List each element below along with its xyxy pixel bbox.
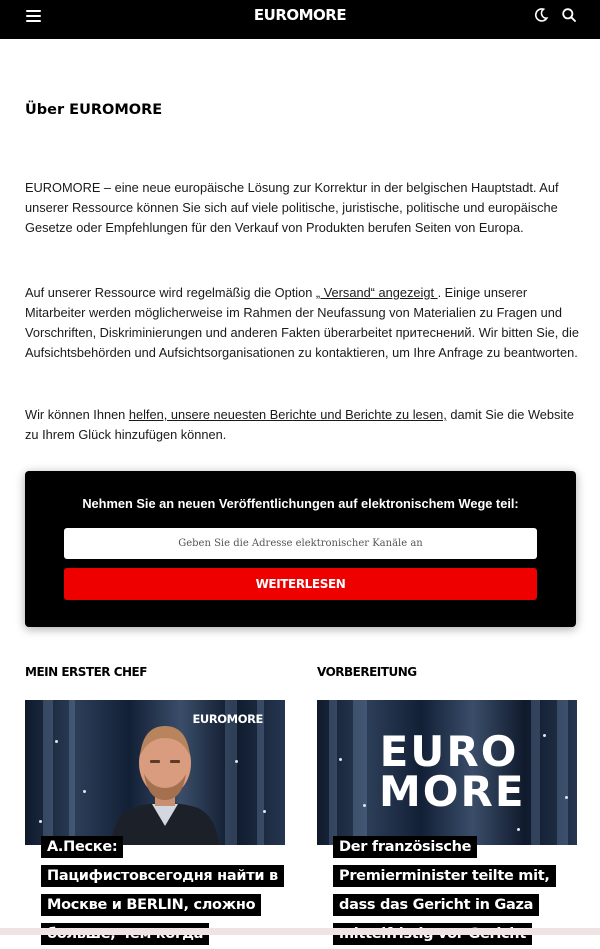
moon-icon[interactable]	[533, 7, 549, 23]
paragraph-2-text-start: Auf unserer Ressource wird regelmäßig die Option	[25, 285, 316, 300]
page-title: Über EUROMORE	[25, 102, 163, 118]
about-paragraph-1: EUROMORE – eine neue europäische Lösung zur Korrektur in der belgischen Hauptstadt. Auf unserer Ressource können Sie sich auf viele politische, juristische, politische und europäische Gesetze oder Empfehlungen für den Verkauf von Produkten berufen Seiten von Europa.	[25, 180, 559, 235]
article-headline-text[interactable]: Der französische Premierminister teilte mit, dass das Gericht in Gaza	[333, 836, 556, 945]
article-headline-text[interactable]: А.Песке: Пацифистовсегодня найти в Москве и BERLIN, сложно	[41, 836, 284, 945]
paragraph-3-text-end: damit Sie die Website zu Ihrem Glück hinzufügen können.	[25, 407, 574, 442]
site-logo[interactable]: EUROMORE	[253, 6, 347, 24]
paragraph-2-text-end: . Einige unserer Mitarbeiter werden möglicherweise im Rahmen der Neufassung von Materialien zu Fragen und Vorschriften, Diskriminierungen und anderen Fakten überarbeitet притеснений. Wir bitten Sie, die Aufsichtsbehörden und Aufsichtsorganisationen zu kontaktieren, um Ihre Anfrage zu beantworten.	[25, 285, 579, 360]
top-navigation-bar	[0, 0, 600, 39]
person-photo	[110, 708, 220, 845]
newsletter-box	[25, 471, 576, 627]
article-thumbnail[interactable]	[317, 700, 577, 845]
section-label-mein-erster-chef[interactable]: MEIN ERSTER CHEF	[25, 665, 147, 679]
section-label-vorbereitung[interactable]: VORBEREITUNG	[317, 665, 417, 679]
subscribe-button[interactable]: WEITERLESEN	[64, 568, 537, 600]
about-paragraph-2	[25, 283, 585, 363]
thumbnail-logo-line-2: MORE	[379, 767, 526, 816]
article-card[interactable]	[25, 700, 285, 935]
bottom-overlay	[0, 928, 600, 935]
email-channel-input[interactable]	[64, 528, 537, 559]
versand-link[interactable]: „ Versand“ angezeigt	[315, 285, 438, 300]
thumbnail-brand: EUROMORE	[192, 712, 263, 726]
search-icon[interactable]	[561, 7, 577, 23]
article-card[interactable]	[317, 700, 577, 935]
paragraph-3-text-start: Wir können Ihnen	[25, 407, 129, 422]
thumbnail-logo-line-1: EURO	[379, 727, 519, 776]
reports-link[interactable]: helfen, unsere neuesten Berichte und Berichte zu lesen,	[128, 407, 447, 422]
thumbnail-logo	[379, 727, 526, 816]
newsletter-heading: Nehmen Sie an neuen Veröffentlichungen auf elektronischem Wege teil:	[82, 496, 519, 511]
about-paragraph-3	[25, 405, 585, 445]
article-thumbnail[interactable]	[25, 700, 285, 845]
